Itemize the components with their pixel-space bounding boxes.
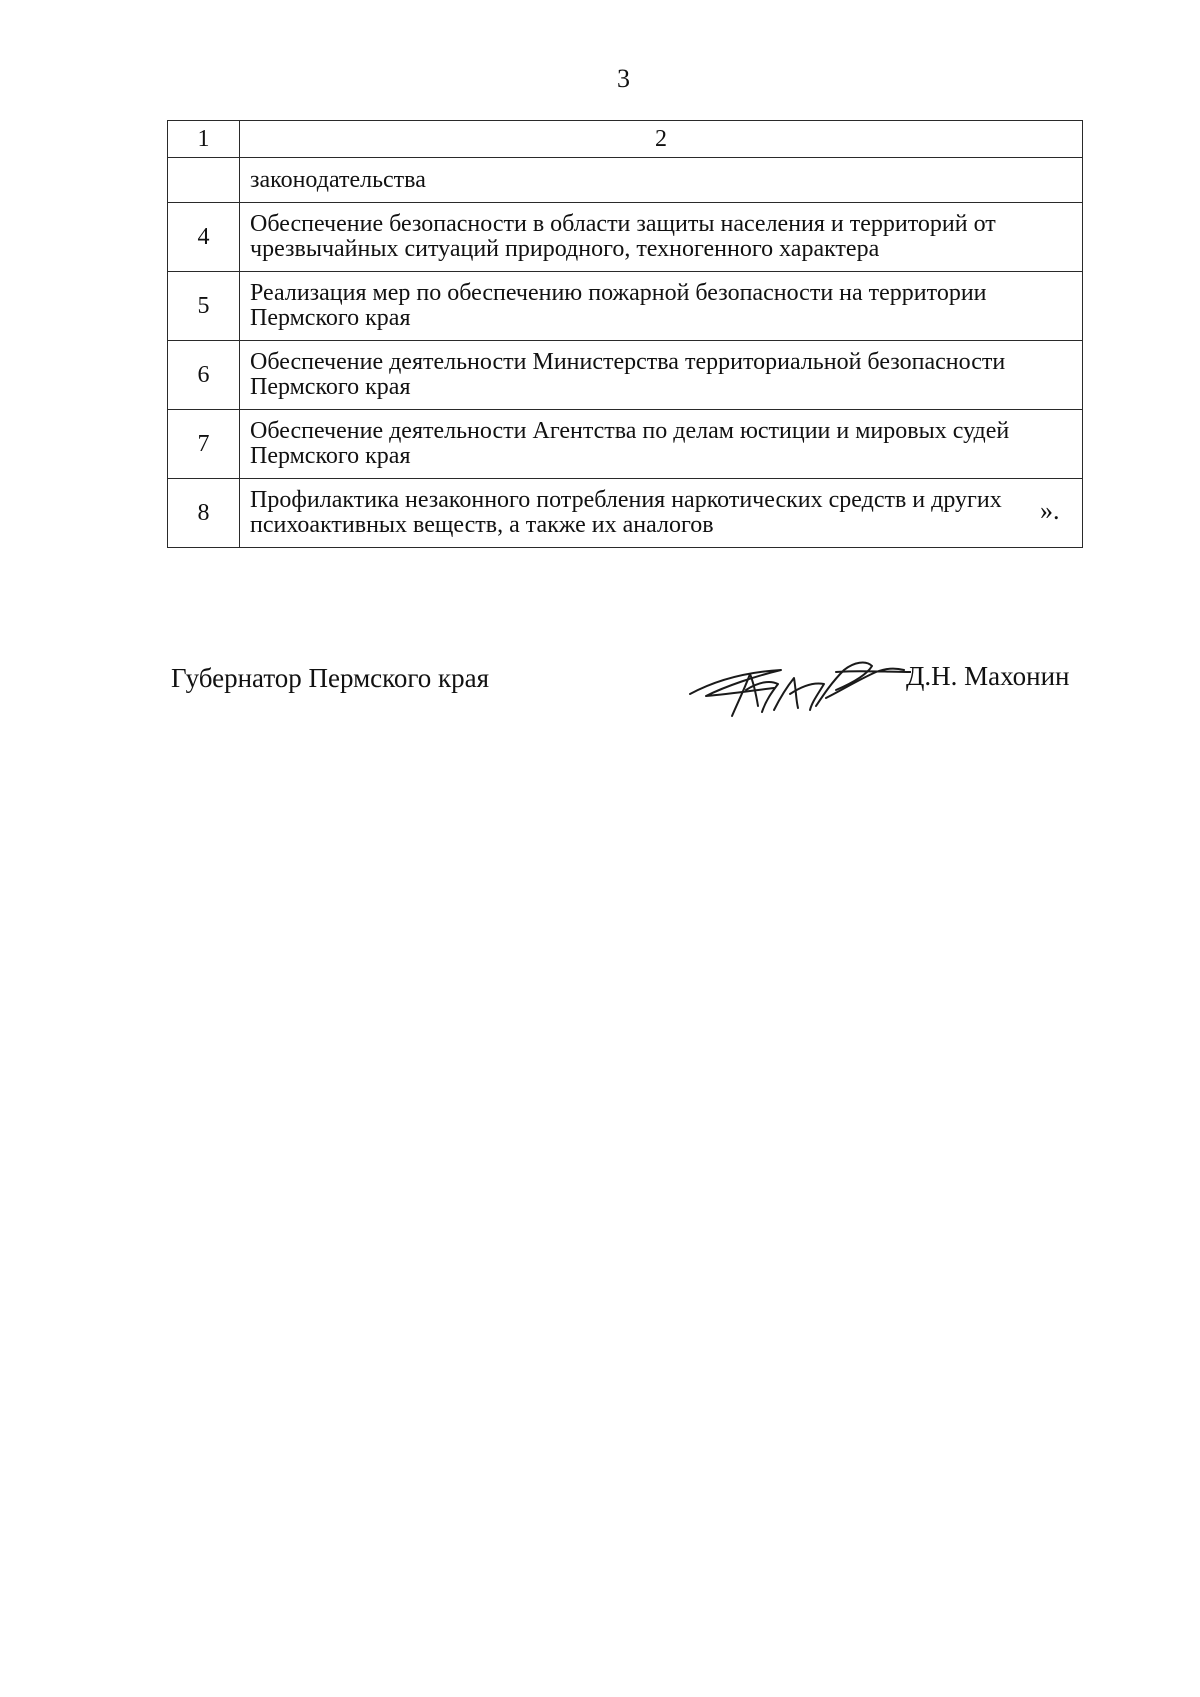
row-text: законодательства [240, 158, 1083, 203]
row-text: Реализация мер по обеспечению пожарной безопасности на территории Пермского края [240, 272, 1083, 341]
row-number: 4 [168, 203, 240, 272]
closing-quote-mark: ». [1040, 496, 1060, 525]
row-number: 7 [168, 410, 240, 479]
page-number: 3 [617, 64, 630, 93]
row-number: 6 [168, 341, 240, 410]
row-number: 8 [168, 479, 240, 548]
table-header-cell: 1 [168, 121, 240, 158]
row-number [168, 158, 240, 203]
handwritten-signature-icon [686, 650, 911, 718]
table-row [168, 272, 1083, 341]
table-header-cell: 2 [240, 121, 1083, 158]
table-row [168, 410, 1083, 479]
row-text: Обеспечение деятельности Министерства территориальной безопасности Пермского края [240, 341, 1083, 410]
row-text: Профилактика незаконного потребления наркотических средств и других психоактивных веществ, а также их аналогов [240, 479, 1083, 548]
row-text: Обеспечение безопасности в области защиты населения и территорий от чрезвычайных ситуаций природного, техногенного характера [240, 203, 1083, 272]
signatory-name: Д.Н. Махонин [906, 661, 1070, 691]
row-text: Обеспечение деятельности Агентства по делам юстиции и мировых судей Пермского края [240, 410, 1083, 479]
signatory-title: Губернатор Пермского края [171, 663, 490, 693]
row-number: 5 [168, 272, 240, 341]
program-table [167, 120, 1083, 548]
table-row [168, 158, 1083, 203]
table-row [168, 341, 1083, 410]
table-header-row [168, 121, 1083, 158]
table-row [168, 479, 1083, 548]
table-row [168, 203, 1083, 272]
